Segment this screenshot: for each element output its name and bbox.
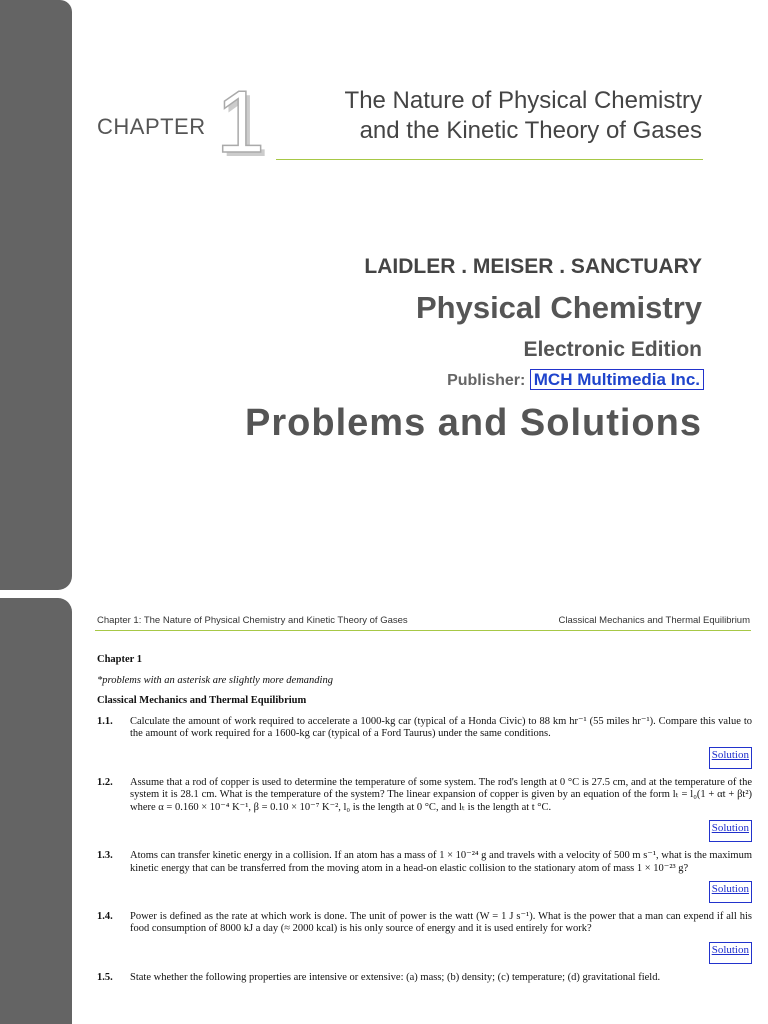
book-title: Physical Chemistry [415,290,702,325]
problem-text: State whether the following properties are intensive or extensive: (a) mass; (b) density; (c) temperature; (d) gravitational field. [130,971,661,983]
cover-side-band [0,0,72,590]
chapter-heading: Chapter 1 [97,654,143,665]
running-head-left: Chapter 1: The Nature of Physical Chemistry and Kinetic Theory of Gases [97,615,408,626]
subtitle: Problems and Solutions [245,402,702,444]
problems-content [97,654,752,984]
problem-number: 1.4. [97,910,113,922]
problem-1-1 [97,716,752,741]
chapter-title [345,86,702,146]
problem-1-5 [97,972,752,985]
problem-text: Power is defined as the rate at which work is done. The unit of power is the watt (W = 1 J s⁻¹). What is the power that a man can expend if all his food consumption of 8000 kJ a day (≈ 2000 kcal) is his only source of energy and it is used entirely for work? [130,910,752,935]
running-head-right: Classical Mechanics and Thermal Equilibrium [558,615,750,626]
solution-link-1-1[interactable]: Solution [709,747,752,769]
title-divider [276,159,703,160]
chapter-title-line2: and the Kinetic Theory of Gases [359,117,702,144]
publisher [447,370,704,390]
problem-number: 1.3. [97,849,113,861]
chapter-number: 1 [216,72,265,171]
problem-text: Calculate the amount of work required to accelerate a 1000-kg car (typical of a Honda Civic) to 88 km hr⁻¹ (55 miles hr⁻¹). Compare this value to the amount of work required for a 1600-kg car (typical of a Ford Taurus) under the same conditions. [130,715,752,740]
publisher-link[interactable]: MCH Multimedia Inc. [530,369,704,390]
page-side-band [0,598,72,1024]
publisher-label: Publisher: [447,372,526,389]
problem-text: Atoms can transfer kinetic energy in a collision. If an atom has a mass of 1 × 10⁻²⁴ g and travels with a velocity of 500 m s⁻¹, what is the maximum kinetic energy that can be transferred from the moving atom in a head-on elastic collision to the stationary atom of mass 1 × 10⁻²³ g? [130,849,752,874]
running-head-divider [95,630,751,631]
solution-link-1-4[interactable]: Solution [709,942,752,964]
solution-link-1-3[interactable]: Solution [709,881,752,903]
problem-number: 1.1. [97,715,113,727]
problem-text: Assume that a rod of copper is used to determine the temperature of some system. The rod's length at 0 °C is 27.5 cm, and at the temperature of the system it is 28.1 cm. What is the temperature of the system? The linear expansion of copper is given by an equation of the form lₜ = l₀(1 + αt + βt²) where α = 0.160 × 10⁻⁴ K⁻¹, β = 0.10 × 10⁻⁷ K⁻², l₀ is the length at 0 °C, and lₜ is the length at t °C. [130,776,752,813]
asterisk-note: *problems with an asterisk are slightly more demanding [97,674,333,686]
problem-1-2 [97,777,752,815]
authors: LAIDLER . MEISER . SANCTUARY [364,255,702,278]
problem-1-3 [97,850,752,875]
solution-link-1-2[interactable]: Solution [709,820,752,842]
section-heading: Classical Mechanics and Thermal Equilibrium [97,695,307,707]
problem-1-4 [97,911,752,936]
problem-number: 1.2. [97,776,113,788]
problem-number: 1.5. [97,971,113,983]
edition: Electronic Edition [523,338,702,361]
chapter-label: CHAPTER [97,114,206,139]
chapter-title-line1: The Nature of Physical Chemistry [344,87,702,114]
